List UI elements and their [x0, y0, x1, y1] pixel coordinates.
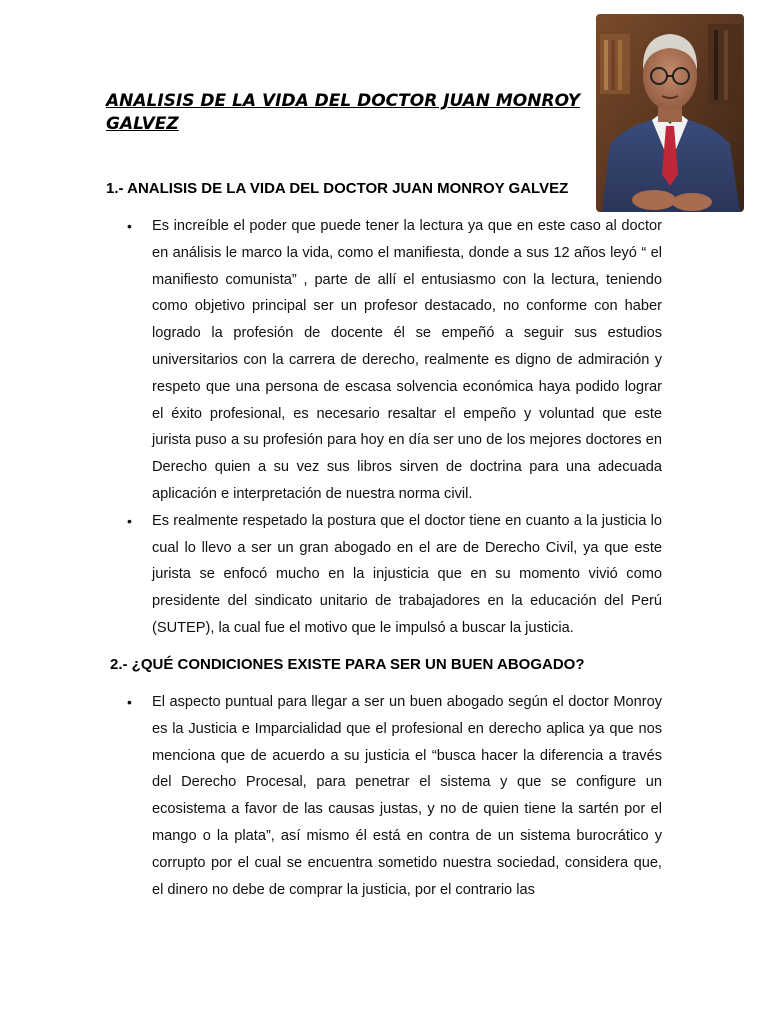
bullet-icon: • — [127, 218, 132, 234]
list-item — [106, 508, 662, 642]
document-title: ANALISIS DE LA VIDA DEL DOCTOR JUAN MONROY GALVEZ — [106, 91, 581, 134]
bullet-list — [106, 689, 662, 903]
section-heading: 1.- ANALISIS DE LA VIDA DEL DOCTOR JUAN MONROY GALVEZ — [106, 180, 569, 197]
section-heading: 2.- ¿QUÉ CONDICIONES EXISTE PARA SER UN BUEN ABOGADO? — [110, 656, 585, 673]
list-item — [106, 689, 662, 903]
bullet-icon: • — [127, 512, 132, 529]
list-item — [106, 213, 662, 508]
portrait-photo — [596, 14, 744, 212]
bullet-list — [106, 213, 662, 642]
bullet-icon: • — [127, 694, 132, 710]
paragraph-text: Es realmente respetado la postura que el doctor tiene en cuanto a la justicia lo cual lo llevo a ser un gran abogado en el are de Derecho Civil, ya que este jurista se enfocó mucho en la injusticia que en su momento vivió como presidente del sindicato unitario de trabajadores en la educación del Perú (SUTEP), la cual fue el motivo que le impulsó a buscar la justicia. — [152, 512, 662, 636]
paragraph-text: Es increíble el poder que puede tener la lectura ya que en este caso al doctor en análisis le marco la vida, como el manifiesta, donde a sus 12 años leyó “ el manifiesto comunista” , parte de allí el entusiasmo con la lectura, teniendo como objetivo principal ser un profesor destacado, no conforme con haber logrado la profesión de docente él se empeñó a seguir sus estudios universitarios con la carrera de derecho, realmente es digno de admiración y respeto que una persona de escasa solvencia económica haya podido lograr el éxito profesional, es necesario resaltar el empeño y voluntad que este jurista puso a su profesión para hoy en día ser uno de los mejores doctores en Derecho quien a su vez sus libros sirven de doctrina para una adecuada aplicación e interpretación de nuestra norma civil. — [152, 218, 662, 502]
paragraph-text: El aspecto puntual para llegar a ser un buen abogado según el doctor Monroy es la Justicia e Imparcialidad que el profesional en derecho aplica ya que nos menciona que de acuerdo a su justicia el “busca hacer la diferencia a través del Derecho Procesal, para penetrar el sistema y que se configure un ecosistema a favor de las causas justas, y no de quien tiene la sartén por el mango o la plata”, así mismo él está en contra de un sistema burocrático y corrupto por el cual se encuentra sometido nuestra sociedad, considera que, el dinero no debe de comprar la justicia, por el contrario las — [152, 694, 662, 898]
